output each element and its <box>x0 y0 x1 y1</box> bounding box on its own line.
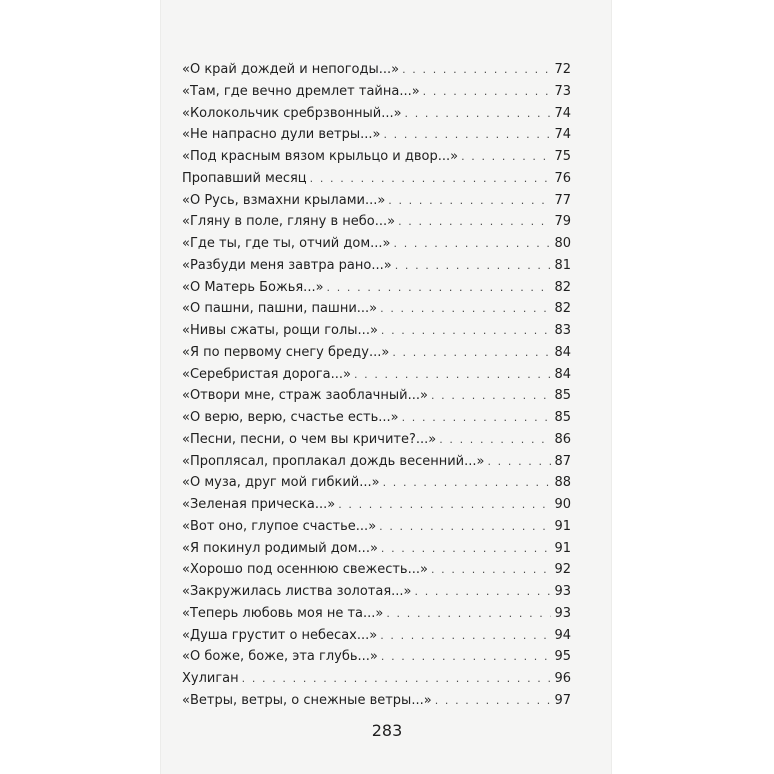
toc-entry <box>182 323 571 345</box>
toc-entry-page: 80 <box>554 236 571 251</box>
toc-entry-title: «Проплясал, проплакал дождь весенний...» <box>182 453 485 469</box>
dot-leader <box>487 455 551 468</box>
toc-entry-page: 84 <box>554 344 571 360</box>
toc-entry-title: «Я по первому снегу бреду...» <box>182 344 390 360</box>
dot-leader <box>381 324 552 337</box>
dot-leader <box>431 389 552 402</box>
toc-entry <box>182 171 571 193</box>
toc-entry <box>182 649 571 671</box>
toc-entry <box>182 541 571 563</box>
dot-leader <box>402 63 551 76</box>
toc-entry-page: 97 <box>554 692 571 708</box>
dot-leader <box>461 150 551 163</box>
dot-leader <box>338 498 551 511</box>
toc-entry-title: «Серебристая дорога...» <box>182 366 351 382</box>
toc-entry-title: «Там, где вечно дремлет тайна...» <box>182 83 420 99</box>
toc-entry-page: 75 <box>554 149 571 164</box>
toc-entry-title: «Душа грустит о небесах...» <box>182 627 378 643</box>
toc-entry-page: 91 <box>554 518 571 534</box>
toc-entry-title: «Не напрасно дули ветры...» <box>182 127 381 143</box>
toc-entry <box>182 388 571 410</box>
toc-entry <box>182 475 571 497</box>
dot-leader <box>383 476 552 489</box>
dot-leader <box>354 368 552 381</box>
toc-entry <box>182 693 571 715</box>
toc-entry-page: 96 <box>554 671 571 686</box>
toc-entry-title: «Гляну в поле, гляну в небо...» <box>182 214 396 230</box>
toc-entry <box>182 214 571 236</box>
toc-entry-page: 83 <box>554 323 571 338</box>
toc-entry-page: 85 <box>554 410 571 425</box>
dot-leader <box>395 259 552 272</box>
toc-entry-page: 87 <box>554 453 571 469</box>
toc-entry-page: 81 <box>554 257 571 273</box>
toc-entry <box>182 628 571 650</box>
toc-entry-title: «Хорошо под осеннюю свежесть...» <box>182 562 428 578</box>
toc-entry <box>182 519 571 541</box>
dot-leader <box>242 672 552 685</box>
toc-entry <box>182 584 571 606</box>
toc-entry-page: 93 <box>554 584 571 599</box>
toc-entry-page: 88 <box>554 475 571 491</box>
toc-entry <box>182 84 571 106</box>
toc-entry-title: «Песни, песни, о чем вы кричите?...» <box>182 431 437 447</box>
toc-entry-title: «Вот оно, глупое счастье...» <box>182 518 377 534</box>
toc-entry-page: 85 <box>554 388 571 404</box>
toc-entry <box>182 432 571 454</box>
toc-entry-title: «Разбуди меня завтра рано...» <box>182 257 392 273</box>
toc-entry-page: 74 <box>554 105 571 121</box>
toc-entry-page: 90 <box>554 497 571 512</box>
toc-entry-title: Хулиган <box>182 671 239 686</box>
dot-leader <box>310 172 552 185</box>
toc-entry <box>182 562 571 584</box>
toc-entry-title: «Колокольчик сребрзвонный...» <box>182 105 402 121</box>
page-number: 283 <box>371 721 403 740</box>
toc-entry-title: «Ветры, ветры, о снежные ветры...» <box>182 692 432 708</box>
toc-entry-page: 82 <box>554 279 571 295</box>
toc-entry <box>182 410 571 432</box>
toc-entry-page: 86 <box>554 431 571 447</box>
dot-leader <box>386 607 551 620</box>
toc-entry-title: Пропавший месяц <box>182 170 307 186</box>
dot-leader <box>394 237 552 250</box>
table-of-contents <box>182 62 571 715</box>
toc-entry-title: «О край дождей и непогоды...» <box>182 62 400 77</box>
dot-leader <box>381 542 552 555</box>
dot-leader <box>431 563 552 576</box>
toc-entry <box>182 106 571 128</box>
dot-leader <box>415 585 552 598</box>
toc-entry <box>182 606 571 628</box>
toc-entry-title: «Я покинул родимый дом...» <box>182 540 378 556</box>
toc-entry-page: 73 <box>554 83 571 99</box>
toc-entry <box>182 301 571 323</box>
toc-entry-page: 95 <box>554 649 571 665</box>
toc-entry-page: 84 <box>554 366 571 382</box>
toc-entry <box>182 367 571 389</box>
toc-entry-title: «Под красным вязом крыльцо и двор...» <box>182 149 459 164</box>
toc-entry-title: «Теперь любовь моя не та...» <box>182 605 384 621</box>
toc-entry-page: 77 <box>554 192 571 208</box>
toc-entry-title: «О муза, друг мой гибкий...» <box>182 475 380 491</box>
toc-entry-page: 76 <box>554 170 571 186</box>
toc-entry-title: «О Русь, взмахни крылами...» <box>182 192 386 208</box>
toc-entry-title: «Отвори мне, страж заоблачный...» <box>182 388 428 404</box>
dot-leader <box>439 433 551 446</box>
toc-entry-page: 79 <box>554 214 571 230</box>
toc-entry-title: «Зеленая прическа...» <box>182 497 336 512</box>
toc-entry-page: 82 <box>554 301 571 317</box>
toc-entry-title: «О боже, боже, эта глубь...» <box>182 649 378 665</box>
dot-leader <box>380 629 551 642</box>
toc-entry <box>182 236 571 258</box>
toc-entry-page: 92 <box>554 562 571 578</box>
toc-entry <box>182 671 571 693</box>
toc-entry <box>182 62 571 84</box>
toc-entry-title: «Закружилась листва золотая...» <box>182 584 412 599</box>
dot-leader <box>435 694 552 707</box>
dot-leader <box>380 302 551 315</box>
dot-leader <box>423 85 552 98</box>
toc-entry <box>182 280 571 302</box>
dot-leader <box>405 107 552 120</box>
dot-leader <box>398 215 551 228</box>
toc-entry-page: 74 <box>554 127 571 143</box>
toc-entry <box>182 497 571 519</box>
dot-leader <box>402 411 552 424</box>
toc-entry <box>182 193 571 215</box>
toc-entry-title: «Где ты, где ты, отчий дом...» <box>182 236 391 251</box>
toc-entry-page: 94 <box>554 627 571 643</box>
toc-entry-title: «Нивы сжаты, рощи голы...» <box>182 323 378 338</box>
toc-entry-page: 72 <box>554 62 571 77</box>
toc-entry-title: «О верю, верю, счастье есть...» <box>182 410 399 425</box>
toc-entry <box>182 454 571 476</box>
dot-leader <box>383 128 551 141</box>
dot-leader <box>327 281 552 294</box>
dot-leader <box>388 194 551 207</box>
dot-leader <box>392 346 551 359</box>
toc-entry-page: 91 <box>554 540 571 556</box>
toc-entry <box>182 127 571 149</box>
toc-entry <box>182 149 571 171</box>
toc-entry <box>182 345 571 367</box>
dot-leader <box>381 650 552 663</box>
toc-entry-title: «О Матерь Божья...» <box>182 279 324 295</box>
dot-leader <box>379 520 551 533</box>
toc-entry-page: 93 <box>554 605 571 621</box>
toc-entry <box>182 258 571 280</box>
toc-entry-title: «О пашни, пашни, пашни...» <box>182 301 378 317</box>
